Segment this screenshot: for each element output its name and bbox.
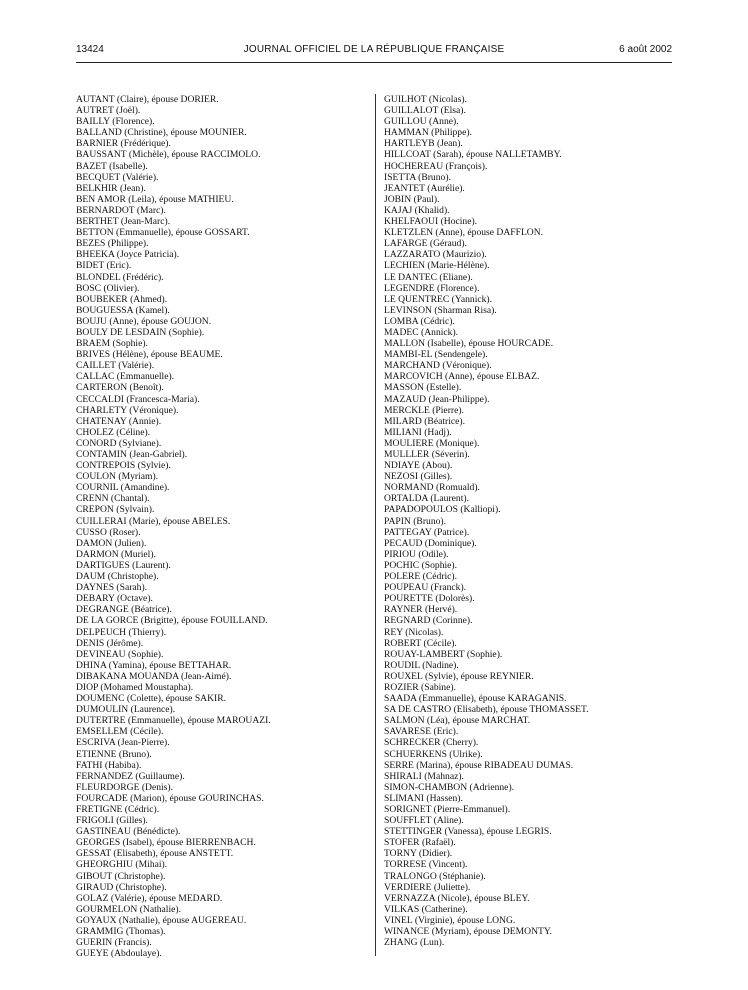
page-number: 13424 [76,44,104,55]
name-entry: MARCOVICH (Anne), épouse ELBAZ. [384,371,540,383]
name-entry: DELPEUCH (Thierry). [76,626,167,638]
name-entry: ROUXEL (Sylvie), épouse REYNIER. [384,670,534,682]
name-entry: MILIANI (Hadj). [384,426,452,438]
name-entry: CHARLETY (Véronique). [76,404,179,416]
names-list-left [76,94,271,959]
name-entry: SOUFFLET (Aline). [384,815,464,827]
name-entry: BOUJU (Anne), épouse GOUJON. [76,315,212,327]
name-entry: LE QUENTREC (Yannick). [384,293,493,305]
name-entry: BOULY DE LESDAIN (Sophie). [76,326,205,338]
name-entry: BAUSSANT (Michèle), épouse RACCIMOLO. [76,149,261,161]
name-entry: LAZZARATO (Maurizio). [384,249,487,261]
name-entry: MILARD (Béatrice). [384,415,465,427]
name-entry: GIRAUD (Christophe). [76,881,167,893]
name-entry: FOURCADE (Marion), épouse GOURINCHAS. [76,792,264,804]
name-entry: DEVINEAU (Sophie). [76,648,164,660]
name-entry: REGNARD (Corinne). [384,615,473,627]
name-entry: BALLAND (Christine), épouse MOUNIER. [76,127,247,139]
name-entry: FATHI (Habiba). [76,759,142,771]
name-entry: COURNIL (Amandine). [76,482,170,494]
name-entry: CHATENAY (Annie). [76,415,162,427]
name-entry: CONORD (Sylviane). [76,437,162,449]
name-entry: BIDET (Eric). [76,260,132,272]
name-entry: SORIGNET (Pierre-Emmanuel). [384,804,511,815]
name-entry: CAILLET (Valérie). [76,360,155,372]
name-entry: ROBERT (Cécile). [384,637,457,649]
name-entry: POLERE (Cédric). [384,571,458,583]
name-entry: MULLLER (Séverin). [384,449,470,460]
column-separator [375,94,376,956]
name-entry: JOBIN (Paul). [384,193,440,205]
name-entry: ISETTA (Bruno). [384,171,451,183]
name-entry: POUPEAU (Franck). [384,582,467,594]
name-entry: GIBOUT (Christophe). [76,870,166,882]
name-entry: DE LA GORCE (Brigitte), épouse FOUILLAND. [76,615,268,627]
name-entry: TRALONGO (Stéphanie). [384,870,486,882]
name-entry: SHIRALI (Mahnaz). [384,770,464,782]
name-entry: JEANTET (Aurélie). [384,182,465,194]
name-entry: LAFARGE (Géraud). [384,238,467,250]
name-entry: SAADA (Emmanuelle), épouse KARAGANIS. [384,693,567,705]
name-entry: KLETZLEN (Anne), épouse DAFFLON. [384,227,544,239]
name-entry: GESSAT (Elisabeth), épouse ANSTETT. [76,848,234,860]
publication-date: 6 août 2002 [619,44,672,55]
name-entry: BLONDEL (Frédéric). [76,271,164,283]
page-header [76,44,672,60]
name-entry: DIOP (Mohamed Moustapha). [76,681,194,693]
name-entry: TORNY (Didier). [384,848,453,860]
name-entry: REY (Nicolas). [384,626,444,638]
name-entry: GUILLALOT (Elsa). [384,105,466,117]
name-entry: GOYAUX (Nathalie), épouse AUGEREAU. [76,914,247,926]
name-entry: GOLAZ (Valérie), épouse MEDARD. [76,892,223,904]
name-entry: GUILHOT (Nicolas). [384,94,467,105]
name-entry: HARTLEYB (Jean). [384,138,463,150]
name-entry: CRENN (Chantal). [76,493,150,505]
name-entry: SLIMANI (Hassen). [384,792,463,804]
name-entry: SERRE (Marina), épouse RIBADEAU DUMAS. [384,759,574,771]
name-entry: MOULIERE (Monique). [384,437,480,449]
name-entry: STETTINGER (Vanessa), épouse LEGRIS. [384,826,552,838]
name-entry: ESCRIVA (Jean-Pierre). [76,737,170,749]
name-entry: BELKHIR (Jean). [76,182,146,194]
name-entry: ROUAY-LAMBERT (Sophie). [384,648,503,660]
name-entry: NEZOSI (Gilles). [384,471,453,483]
name-entry: PATTEGAY (Patrice). [384,526,470,538]
name-entry: GUILLOU (Anne). [384,116,459,128]
name-entry: LOMBA (Cédric). [384,315,455,327]
name-entry: CHOLEZ (Céline). [76,426,151,438]
name-entry: DARTIGUES (Laurent). [76,559,171,571]
header-rule [76,62,672,63]
name-entry: HILLCOAT (Sarah), épouse NALLETAMBY. [384,149,562,161]
name-entry: ROUDIL (Nadine). [384,659,459,671]
names-list-right [384,94,589,948]
name-entry: TORRESE (Vincent). [384,859,468,871]
name-entry: FLEURDORGE (Denis). [76,781,173,793]
name-entry: DAYNES (Sarah). [76,582,148,594]
name-entry: COULON (Myriam). [76,471,159,483]
name-entry: BOUBEKER (Ahmed). [76,293,168,305]
name-entry: POCHIC (Sophie). [384,559,458,571]
name-entry: PAPADOPOULOS (Kalliopi). [384,504,501,516]
name-entry: BOSC (Olivier). [76,282,140,294]
name-entry: BAZET (Isabelle). [76,160,148,172]
name-entry: NDIAYE (Abou). [384,460,453,472]
name-entry: KHELFAOUI (Hocine). [384,216,478,228]
name-entry: PIRIOU (Odile). [384,548,449,560]
name-entry: HOCHEREAU (François). [384,160,488,172]
name-entry: POURETTE (Dolorès). [384,593,475,605]
name-entry: SA DE CASTRO (Elisabeth), épouse THOMASSET. [384,704,589,716]
name-entry: VINEL (Virginie), épouse LONG. [384,914,516,926]
name-entry: VERDIERE (Juliette). [384,881,471,893]
name-entry: VILKAS (Catherine). [384,903,468,915]
name-entry: FERNANDEZ (Guillaume). [76,770,185,782]
name-entry: CREPON (Sylvain). [76,504,155,516]
name-entry: BRIVES (Hélène), épouse BEAUME. [76,349,223,361]
name-entry: MASSON (Estelle). [384,382,462,394]
name-entry: MAMBI-EL (Sendengele). [384,349,488,361]
name-entry: LECHIEN (Marie-Hélène). [384,260,490,272]
name-entry: DEGRANGE (Béatrice). [76,604,172,616]
name-entry: MAZAUD (Jean-Philippe). [384,393,490,405]
name-entry: BERTHET (Jean-Marc). [76,216,171,228]
name-entry: SCHRECKER (Cherry). [384,737,479,749]
name-entry: DUTERTRE (Emmanuelle), épouse MAROUAZI. [76,715,271,727]
name-entry: BECQUET (Valérie). [76,171,159,183]
name-entry: STOFER (Rafaël). [384,837,456,849]
name-entry: DARMON (Muriel). [76,548,156,560]
name-entry: BARNIER (Frédérique). [76,138,171,150]
name-entry: NORMAND (Romuald). [384,482,480,494]
name-entry: BOUGUESSA (Kamel). [76,304,170,316]
name-entry: SCHUERKENS (Ulrike). [384,748,483,760]
name-entry: SAVARESE (Eric). [384,726,459,738]
name-entry: LEGENDRE (Florence). [384,282,480,294]
name-entry: FRIGOLI (Gilles). [76,815,148,827]
name-entry: DAMON (Julien). [76,537,147,549]
name-entry: DEBARY (Octave). [76,593,153,605]
name-entry: BERNARDOT (Marc). [76,204,166,216]
name-entry: ROZIER (Sabine). [384,681,456,693]
name-entry: SALMON (Léa), épouse MARCHAT. [384,715,531,727]
name-entry: BEN AMOR (Leila), épouse MATHIEU. [76,193,234,205]
name-entry: CECCALDI (Francesca-Maria). [76,393,200,405]
name-entry: RAYNER (Hervé). [384,604,458,616]
name-entry: LE DANTEC (Eliane). [384,271,473,283]
name-entry: ETIENNE (Bruno). [76,748,152,760]
name-entry: DENIS (Jérôme). [76,637,144,649]
name-entry: DOUMENC (Colette), épouse SAKIR. [76,693,227,705]
name-entry: GEORGES (Isabel), épouse BIERRENBACH. [76,837,256,849]
name-entry: DHINA (Yamina), épouse BETTAHAR. [76,659,232,671]
name-entry: SIMON-CHAMBON (Adrienne). [384,781,515,793]
name-entry: WINANCE (Myriam), épouse DEMONTY. [384,926,552,938]
name-entry: ORTALDA (Laurent). [384,493,469,505]
name-entry: GOURMELON (Nathalie). [76,903,181,915]
name-entry: CARTERON (Benoît). [76,382,164,394]
name-entry: PECAUD (Dominique). [384,537,477,549]
name-entry: AUTANT (Claire), épouse DORIER. [76,94,219,105]
journal-title: JOURNAL OFFICIEL DE LA RÉPUBLIQUE FRANÇAISE [243,44,505,55]
name-entry: HAMMAN (Philippe). [384,127,472,139]
name-entry: BETTON (Emmanuelle), épouse GOSSART. [76,227,250,239]
name-entry: VERNAZZA (Nicole), épouse BLEY. [384,892,530,904]
name-entry: GASTINEAU (Bénédicte). [76,826,181,838]
name-entry: MADEC (Annick). [384,326,459,338]
name-entry: GRAMMIG (Thomas). [76,926,166,938]
name-entry: BAILLY (Florence). [76,116,155,128]
name-entry: CONTREPOIS (Sylvie). [76,460,171,472]
name-entry: GUERIN (Francis). [76,937,152,949]
name-entry: BHEEKA (Joyce Patricia). [76,249,180,261]
name-entry: BEZES (Philippe). [76,238,149,250]
name-entry: LEVINSON (Sharman Risa). [384,304,497,316]
name-entry: KAJAJ (Khalid). [384,204,450,216]
name-entry: MARCHAND (Véronique). [384,360,492,372]
name-entry: CALLAC (Emmanuelle). [76,371,175,383]
name-entry: CUILLERAI (Marie), épouse ABELES. [76,515,231,527]
name-entry: DUMOULIN (Laurence). [76,704,176,716]
name-entry: CONTAMIN (Jean-Gabriel). [76,449,188,460]
name-entry: ZHANG (Lun). [384,937,445,949]
name-entry: MALLON (Isabelle), épouse HOURCADE. [384,338,554,350]
name-entry: MERCKLE (Pierre). [384,404,464,416]
name-entry: DAUM (Christophe). [76,571,159,583]
name-entry: CUSSO (Roser). [76,526,141,538]
name-entry: FRETIGNE (Cédric). [76,804,160,815]
name-entry: PAPIN (Bruno). [384,515,447,527]
name-entry: EMSELLEM (Cécile). [76,726,164,738]
name-entry: DIBAKANA MOUANDA (Jean-Aimé). [76,670,232,682]
name-entry: AUTRET (Joël). [76,105,141,117]
name-entry: BRAEM (Sophie). [76,338,148,350]
name-entry: GHEORGHIU (Mihai). [76,859,168,871]
name-entry: GUEYE (Abdoulaye). [76,948,162,960]
